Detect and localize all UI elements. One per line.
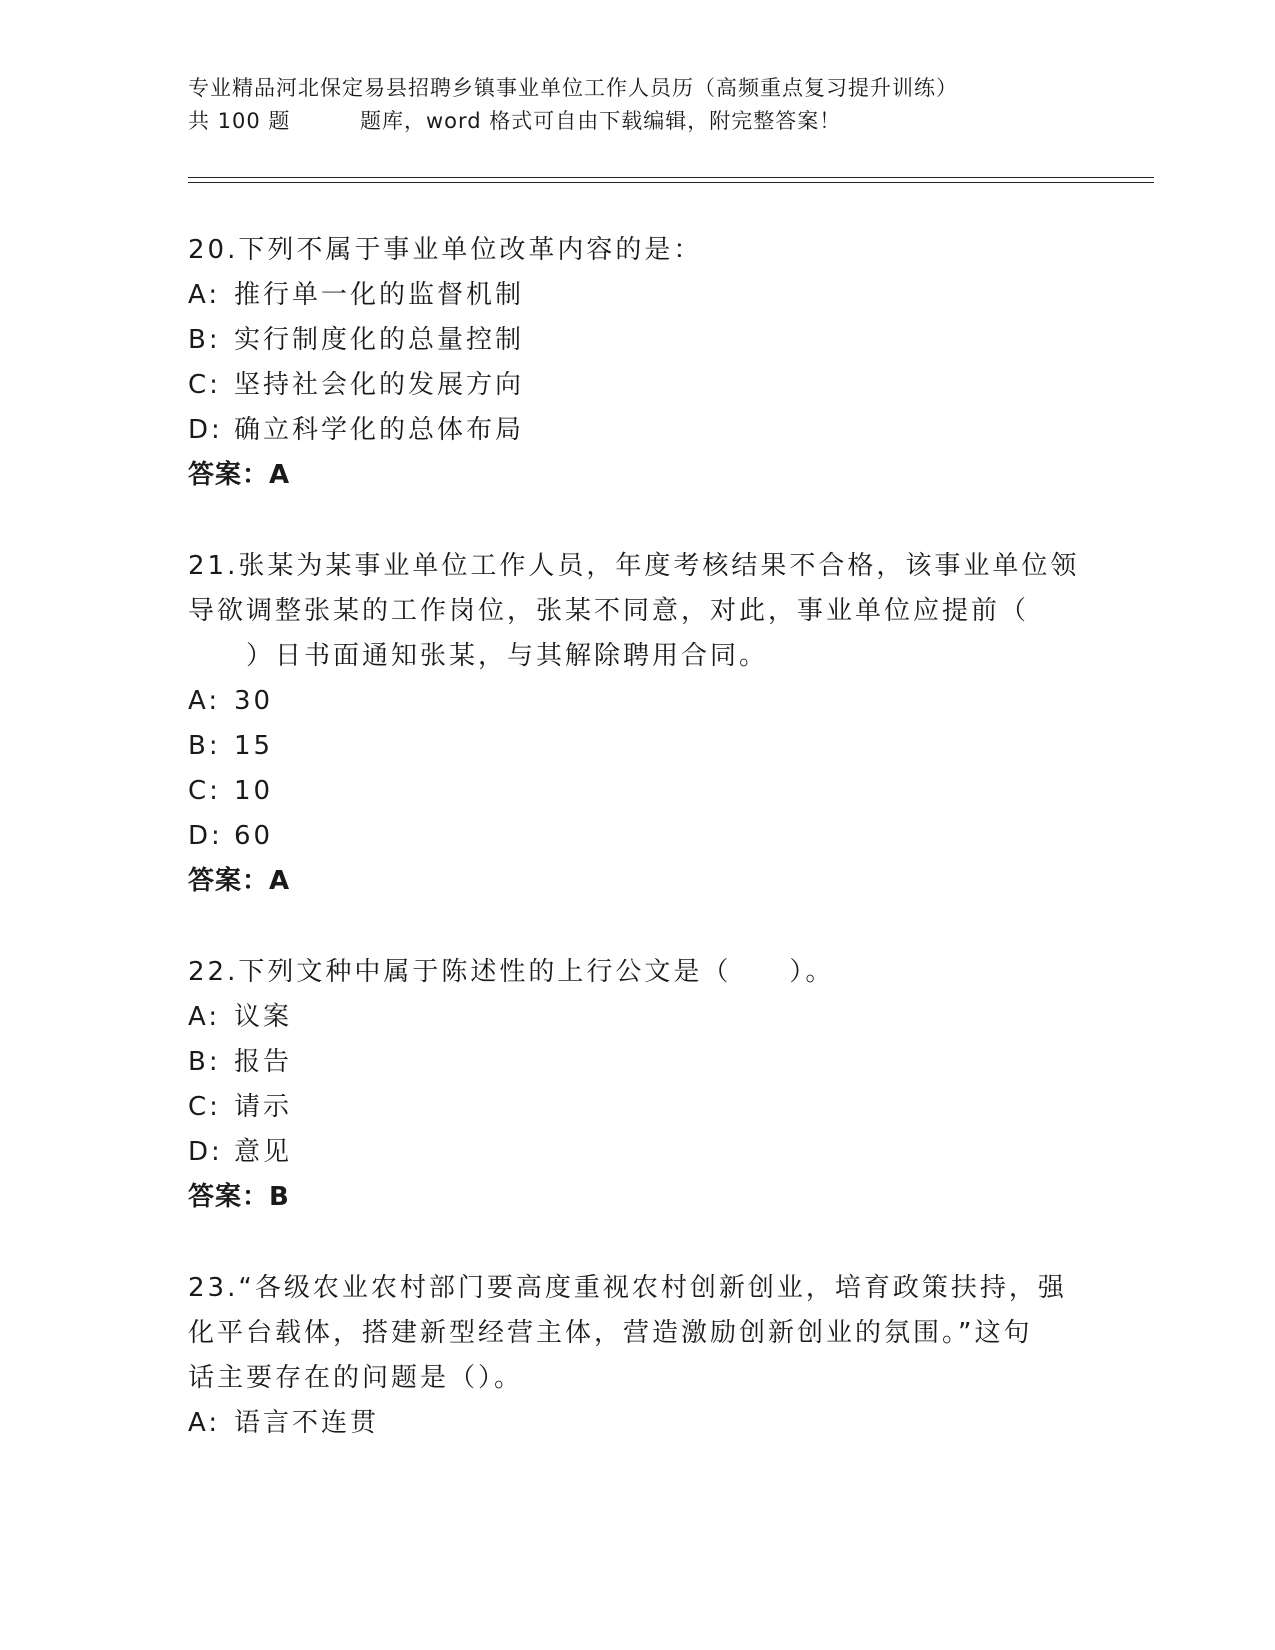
option-text: 推行单一化的监督机制 — [234, 280, 525, 310]
question-stem-line-2: 化平台载体，搭建新型经营主体，营造激励创新创业的氛围。”这句 — [188, 1318, 1033, 1348]
header-title: 专业精品河北保定易县招聘乡镇事业单位工作人员历（高频重点复习提升训练） — [188, 76, 958, 100]
option-letter: A: — [188, 280, 221, 310]
document-header — [188, 72, 1088, 138]
answer-label: 答案：A — [188, 866, 291, 896]
option-a — [188, 1401, 1088, 1446]
option-letter: A: — [188, 1408, 221, 1438]
question-stem-line-1: 23.“各级农业农村部门要高度重视农村创新创业，培育政策扶持，强 — [188, 1273, 1067, 1303]
option-text: 60 — [234, 821, 274, 851]
question-stem-line-3-wrap — [188, 634, 1088, 679]
question-22 — [188, 950, 1088, 1220]
header-description: 题库，word 格式可自由下载编辑，附完整答案！ — [360, 109, 842, 133]
option-text: 15 — [234, 731, 274, 761]
option-text: 确立科学化的总体布局 — [234, 415, 525, 445]
option-d — [188, 408, 1088, 453]
answer-label: 答案：A — [188, 460, 291, 490]
option-text: 实行制度化的总量控制 — [234, 325, 525, 355]
answer-label: 答案：B — [188, 1182, 290, 1212]
option-letter: B: — [188, 1047, 221, 1077]
option-text: 意见 — [234, 1137, 293, 1167]
option-letter: B: — [188, 325, 221, 355]
option-c — [188, 363, 1088, 408]
option-d — [188, 814, 1088, 859]
question-stem-line-3: ）日书面通知张某，与其解除聘用合同。 — [246, 641, 769, 671]
question-stem: 20.下列不属于事业单位改革内容的是： — [188, 235, 703, 265]
option-text: 请示 — [234, 1092, 293, 1122]
option-letter: A: — [188, 686, 221, 716]
option-a — [188, 273, 1088, 318]
option-letter: D: — [188, 821, 223, 851]
option-b — [188, 318, 1088, 363]
question-list — [188, 228, 1088, 1446]
option-a — [188, 995, 1088, 1040]
option-letter: A: — [188, 1002, 221, 1032]
option-text: 30 — [234, 686, 274, 716]
question-21 — [188, 544, 1088, 904]
option-letter: C: — [188, 776, 221, 806]
question-20 — [188, 228, 1088, 498]
option-letter: D: — [188, 1137, 223, 1167]
question-count: 共 100 题 — [188, 109, 291, 133]
question-23 — [188, 1266, 1088, 1446]
question-stem-line-2: 导欲调整张某的工作岗位，张某不同意，对此，事业单位应提前（ — [188, 596, 1030, 626]
option-letter: C: — [188, 370, 221, 400]
header-subtitle — [188, 105, 1088, 138]
option-c — [188, 1085, 1088, 1130]
option-text: 报告 — [234, 1047, 293, 1077]
option-c — [188, 769, 1088, 814]
option-letter: D: — [188, 415, 223, 445]
option-text: 议案 — [234, 1002, 293, 1032]
option-letter: B: — [188, 731, 221, 761]
option-b — [188, 1040, 1088, 1085]
question-stem: 22.下列文种中属于陈述性的上行公文是（ ）。 — [188, 957, 835, 987]
question-stem-line-3: 话主要存在的问题是（）。 — [188, 1363, 524, 1393]
question-stem-line-1: 21.张某为某事业单位工作人员，年度考核结果不合格，该事业单位领 — [188, 551, 1080, 581]
header-divider-top — [188, 177, 1154, 178]
option-a — [188, 679, 1088, 724]
option-text: 语言不连贯 — [234, 1408, 380, 1438]
option-d — [188, 1130, 1088, 1175]
header-divider-bottom — [188, 182, 1154, 183]
option-letter: C: — [188, 1092, 221, 1122]
option-text: 坚持社会化的发展方向 — [234, 370, 525, 400]
option-text: 10 — [234, 776, 274, 806]
option-b — [188, 724, 1088, 769]
